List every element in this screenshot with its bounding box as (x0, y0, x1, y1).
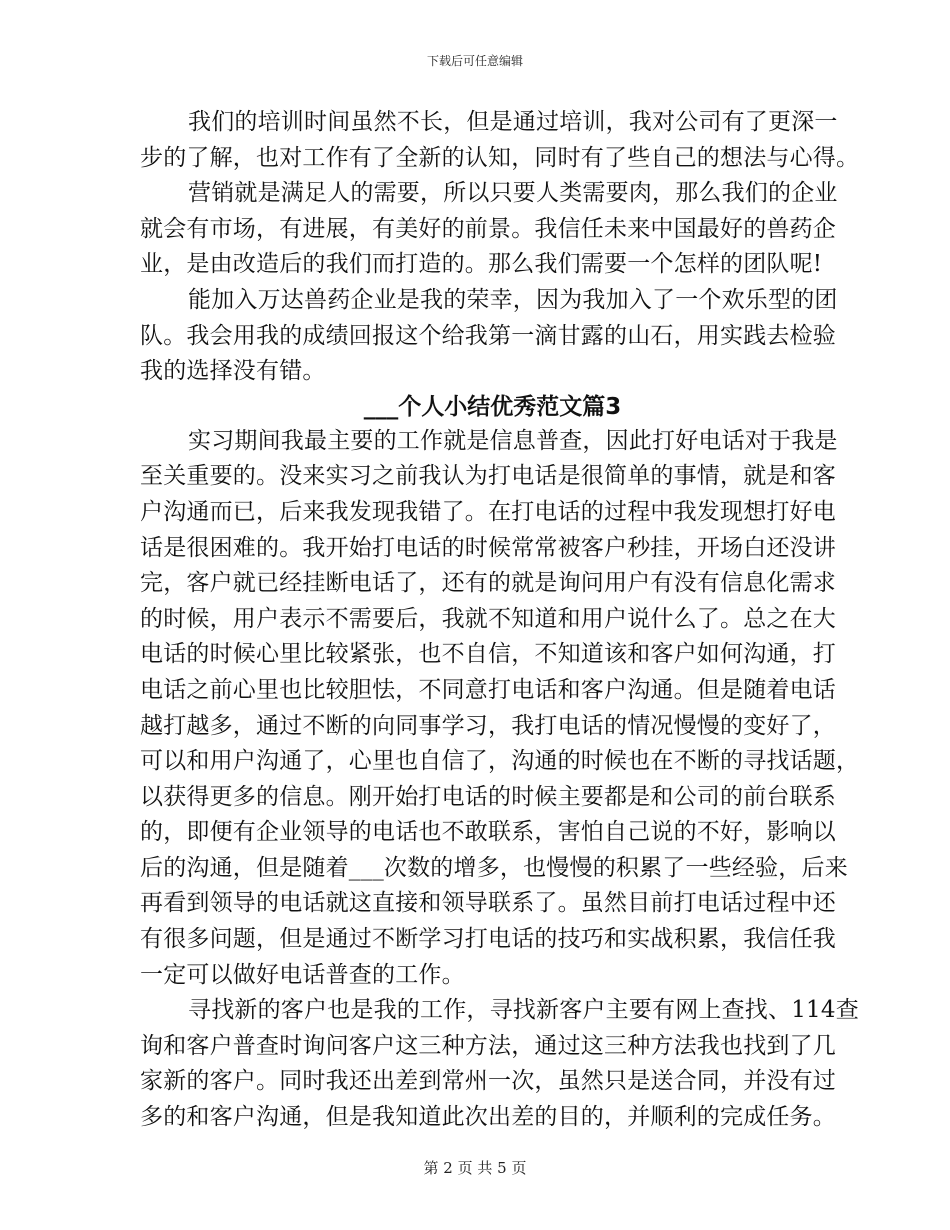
text-line: 再看到领导的电话就这直接和领导联系了。虽然目前打电话过程中还 (140, 890, 836, 917)
text-line: 就会有市场，有进展，有美好的前景。我信任未来中国最好的兽药企 (140, 215, 836, 242)
text-line: 完，客户就已经挂断电话了，还有的就是询问用户有没有信息化需求 (140, 570, 836, 597)
text-line: 后的沟通，但是随着___次数的增多，也慢慢的积累了一些经验，后来 (140, 854, 848, 881)
text-line: 步的了解，也对工作有了全新的认知，同时有了些自己的想法与心得。 (140, 144, 860, 171)
paragraph (140, 993, 859, 1135)
text-line: 能加入万达兽药企业是我的荣幸，因为我加入了一个欢乐型的团 (188, 286, 838, 313)
text-line: 寻找新的客户也是我的工作，寻找新客户主要有网上查找、114查 (188, 997, 859, 1024)
page-header: 下载后可任意编辑 (426, 54, 523, 68)
paragraph (140, 283, 838, 390)
text-line: 的，即便有企业领导的电话也不敢联系，害怕自己说的不好，影响以 (140, 819, 836, 846)
text-line: 我的选择没有错。 (140, 358, 326, 385)
text-line: 的时候，用户表示不需要后，我就不知道和用户说什么了。总之在大 (140, 605, 836, 632)
text-line: 一定可以做好电话普查的工作。 (140, 961, 465, 988)
text-line: 实习期间我最主要的工作就是信息普查，因此打好电话对于我是 (188, 427, 838, 454)
text-line: 我们的培训时间虽然不长，但是通过培训，我对公司有了更深一 (188, 109, 838, 135)
text-line: 有很多问题，但是通过不断学习打电话的技巧和实战积累，我信任我 (140, 926, 836, 953)
text-line: 以获得更多的信息。刚开始打电话的时候主要都是和公司的前台联系 (140, 783, 836, 810)
text-line: 越打越多，通过不断的向同事学习，我打电话的情况慢慢的变好了， (140, 712, 836, 739)
text-line: 业，是由改造后的我们而打造的。那么我们需要一个怎样的团队呢! (140, 251, 823, 278)
text-line: 营销就是满足人的需要，所以只要人类需要肉，那么我们的企业 (188, 180, 838, 207)
text-line: 电话之前心里也比较胆怯，不同意打电话和客户沟通。但是随着电话 (140, 676, 836, 703)
text-line: 队。我会用我的成绩回报这个给我第一滴甘露的山石，用实践去检验 (140, 322, 836, 349)
document-body (140, 105, 860, 1136)
text-line: 家新的客户。同时我还出差到常州一次，虽然只是送合同，并没有过 (140, 1068, 836, 1095)
paragraph (140, 176, 838, 283)
text-line: 话是很困难的。我开始打电话的时候常常被客户秒挂，开场白还没讲 (140, 534, 836, 561)
page-footer: 第 2 页 共 5 页 (423, 1159, 527, 1177)
text-line: 询和客户普查时询问客户这三种方法，通过这三种方法我也找到了几 (140, 1032, 836, 1059)
text-line: 户沟通而已，后来我发现我错了。在打电话的过程中我发现想打好电 (140, 498, 836, 525)
text-line: 可以和用户沟通了，心里也自信了，沟通的时候也在不断的寻找话题， (140, 748, 860, 775)
section-heading: ___个人小结优秀范文篇3 (363, 393, 622, 420)
text-line: 多的和客户沟通，但是我知道此次出差的目的，并顺利的完成任务。 (140, 1104, 836, 1131)
paragraph (140, 105, 860, 176)
paragraph (140, 424, 860, 994)
text-line: 至关重要的。没来实习之前我认为打电话是很简单的事情，就是和客 (140, 463, 836, 490)
text-line: 电话的时候心里比较紧张，也不自信，不知道该和客户如何沟通，打 (140, 641, 836, 668)
